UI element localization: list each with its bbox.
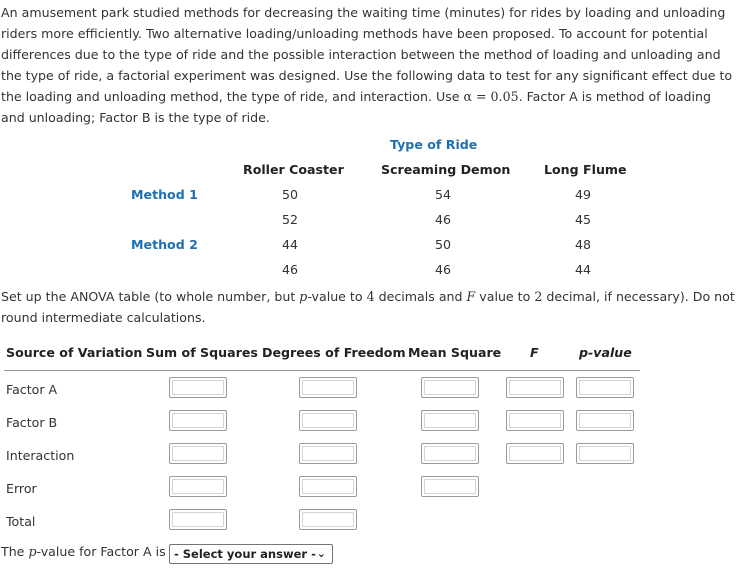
data-cell: 49: [574, 187, 592, 202]
problem-text: An amusement park studied methods for decreasing the waiting time (minutes) for rides by loading and unloading riders more efficiently. Two alternative loading/unloading methods have been proposed. To account for potential differences due to the type of ride and the possible interaction between the method of loading and unloading and the type of ride, a factorial experiment was designed. Use the following data to test for any significant effect due to the loading and unloading method, the type of ride, and interaction. Use: [1, 5, 733, 104]
type-of-ride-title: Type of Ride: [390, 137, 478, 152]
interaction-df-input[interactable]: [299, 443, 357, 464]
row-interaction: Interaction: [6, 448, 75, 463]
instr-text: decimals and: [374, 289, 467, 304]
row-factor-a: Factor A: [6, 382, 58, 397]
problem-text-end: . Factor A is method of loading and unloading; Factor B is the type of ride.: [1, 89, 712, 125]
factor-b-ss-input[interactable]: [169, 410, 227, 431]
instr-text: Set up the ANOVA table (to whole number, but: [1, 289, 300, 304]
row-error: Error: [6, 481, 37, 496]
error-ms-input[interactable]: [421, 476, 479, 497]
header-divider: [4, 370, 640, 371]
f-symbol: F: [466, 289, 476, 304]
instr-text: -value to: [307, 289, 367, 304]
col-long-flume: Long Flume: [544, 162, 627, 177]
col-screaming-demon: Screaming Demon: [381, 162, 511, 177]
factor-a-df-input[interactable]: [299, 377, 357, 398]
col-roller-coaster: Roller Coaster: [243, 162, 344, 177]
chevron-down-icon: ⌄: [316, 547, 326, 560]
question-text: The: [1, 544, 29, 559]
p-value-question: [1, 544, 166, 559]
row-total: Total: [6, 514, 36, 529]
data-cell: 44: [281, 237, 299, 252]
header-mean-square: Mean Square: [408, 345, 502, 360]
method-1-label: Method 1: [131, 187, 198, 202]
error-df-input[interactable]: [299, 476, 357, 497]
data-cell: 44: [574, 262, 592, 277]
row-factor-b: Factor B: [6, 415, 58, 430]
interaction-f-input[interactable]: [506, 443, 564, 464]
total-df-input[interactable]: [299, 509, 357, 530]
data-cell: 46: [281, 262, 299, 277]
factor-a-p-input[interactable]: [576, 377, 634, 398]
decimals-2: 2: [534, 289, 543, 304]
interaction-ms-input[interactable]: [421, 443, 479, 464]
data-cell: 46: [434, 262, 452, 277]
header-source: Source of Variation: [6, 345, 143, 360]
interaction-ss-input[interactable]: [169, 443, 227, 464]
problem-statement: [1, 2, 735, 128]
total-ss-input[interactable]: [169, 509, 227, 530]
p-symbol: p: [28, 544, 37, 559]
p-symbol: p: [299, 289, 308, 304]
factor-a-ss-input[interactable]: [169, 377, 227, 398]
factor-b-ms-input[interactable]: [421, 410, 479, 431]
header-f: F: [530, 345, 539, 360]
instr-text: decimal, if necessary). Do not round intermediate calculations.: [1, 289, 735, 325]
data-cell: 52: [281, 212, 299, 227]
data-cell: 50: [434, 237, 452, 252]
error-ss-input[interactable]: [169, 476, 227, 497]
factor-b-df-input[interactable]: [299, 410, 357, 431]
factor-b-f-input[interactable]: [506, 410, 564, 431]
header-p-value: p-value: [579, 345, 632, 360]
data-cell: 48: [574, 237, 592, 252]
factor-a-p-value-select[interactable]: [169, 544, 333, 564]
method-2-label: Method 2: [131, 237, 198, 252]
data-cell: 54: [434, 187, 452, 202]
data-cell: 50: [281, 187, 299, 202]
interaction-p-input[interactable]: [576, 443, 634, 464]
instr-text: value to: [475, 289, 535, 304]
header-sum-of-squares: Sum of Squares: [146, 345, 258, 360]
data-cell: 46: [434, 212, 452, 227]
alpha-value: α = 0.05: [463, 89, 519, 104]
data-cell: 45: [574, 212, 592, 227]
factor-a-f-input[interactable]: [506, 377, 564, 398]
factor-a-ms-input[interactable]: [421, 377, 479, 398]
anova-instructions: [1, 286, 735, 328]
decimals-4: 4: [366, 289, 375, 304]
question-text: -value for Factor A is: [36, 544, 166, 559]
select-value: - Select your answer -: [174, 547, 316, 561]
header-degrees-of-freedom: Degrees of Freedom: [262, 345, 406, 360]
factor-b-p-input[interactable]: [576, 410, 634, 431]
